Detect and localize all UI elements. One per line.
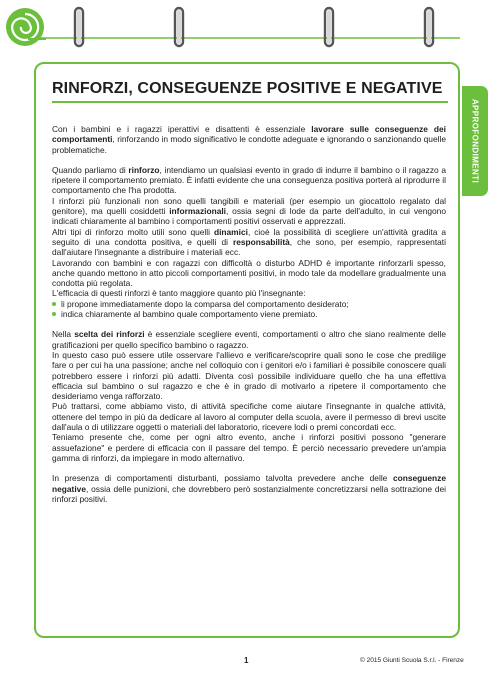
paragraph xyxy=(52,227,446,258)
text-run: , cioè la possibilità di scegliere un'attività gradita a seguito di una condotta positiva, e quelli di xyxy=(52,226,446,247)
list-item-text: indica chiaramente al bambino quale comportamento viene premiato. xyxy=(61,309,318,320)
text-run: Nella xyxy=(52,329,75,340)
emphasis: scelta dei rinforzi xyxy=(74,329,145,340)
paragraph xyxy=(52,165,446,196)
text-run: , intendiamo un qualsiasi evento in grado di indurre il bambino o il ragazzo a ripetere il comportamento premiato. È infatti evidente che una conseguenza positiva porterà al riprodurre il comportamento che l'ha prodotta. xyxy=(52,164,446,196)
text-run: In presenza di comportamenti disturbanti, possiamo talvolta prevedere anche delle xyxy=(52,473,393,484)
text-run: Con i bambini e i ragazzi iperattivi e disattenti è essenziale xyxy=(52,124,312,134)
emphasis: conseguenze negative xyxy=(52,473,446,494)
text-run: , ossia delle punizioni, che dovrebbero però sostanzialmente concretizzarsi nella sottrazione dei rinforzi positivi. xyxy=(52,483,446,504)
page-number: 1 xyxy=(244,656,249,665)
paragraph: Lavorando con bambini e con ragazzi con difficoltà o disturbo ADHD è importante rinforzarli spesso, anche quando mettono in atto piccoli comportamenti positivi, in modo tale da modellare gradualmente una condotta più regolata. xyxy=(52,257,446,289)
title-divider xyxy=(52,101,448,103)
paragraph: In questo caso può essere utile osservare l'allievo e verificare/scoprire quali sono le cose che predilige fare o per cui ha una passione; anche nel colloquio con i genitori e/o i familiari è possibile conoscere quali potrebbero essere i rinforzi più adatti. Diventa così possibile individuare quello che ha una effettiva efficacia sul bambino o sul ragazzo e che è in grado di motivarlo a ripetere il comportamento che desideriamo venga rafforzato. xyxy=(52,349,446,402)
text-run: Altri tipi di rinforzo molto utili sono quelli xyxy=(52,226,214,237)
binder-ring-icon xyxy=(72,6,86,48)
paragraph xyxy=(52,196,446,227)
side-tab-label: APPROFONDIMENTI xyxy=(470,98,480,184)
list-item-text: li propone immediatamente dopo la comparsa del comportamento desiderato; xyxy=(61,298,349,309)
binder-ring-icon xyxy=(422,6,436,48)
emphasis: rinforzo xyxy=(128,164,160,175)
page-title: RINFORZI, CONSEGUENZE POSITIVE E NEGATIVE xyxy=(52,80,443,97)
paragraph xyxy=(52,124,446,155)
emphasis: informazionali xyxy=(169,206,227,217)
text-run: , che sono, per esempio, rappresentati dall'aiutare l'insegnante a distribuire i materiali ecc. xyxy=(52,236,446,258)
text-run: I rinforzi più funzionali non sono quelli tangibili e materiali (per esempio un giocattolo regalato dal genitore), ma quelli cosiddetti xyxy=(52,195,446,217)
bullet-icon xyxy=(52,302,56,306)
binder-ring-icon xyxy=(172,6,186,48)
emphasis: responsabilità xyxy=(232,236,290,247)
emphasis: lavorare sulle conseguenze dei comportamenti xyxy=(52,124,446,145)
text-run: , rinforzando in modo significativo le condotte adeguate e ignorando o sanzionando quelle problematiche. xyxy=(52,134,446,155)
spiral-logo-icon xyxy=(4,6,46,48)
emphasis: dinamici xyxy=(213,226,248,237)
bullet-icon xyxy=(52,312,56,316)
text-run: Quando parliamo di xyxy=(52,164,129,175)
paragraph xyxy=(52,329,446,350)
paragraph: Teniamo presente che, come per ogni altro evento, anche i rinforzi positivi possono "generare assuefazione" e perdere di efficacia con il passare del tempo. È perciò necessario prevedere un'ampia gamma di rinforzi, da impiegare in modo alternativo. xyxy=(52,432,446,463)
top-line xyxy=(40,36,460,40)
bullet-list xyxy=(52,299,446,320)
text-run: , ossia segni di lode da parte dell'adulto, in cui vengono indicati chiaramente al bambino i comportamenti positivi osservati e apprezzati. xyxy=(52,206,446,227)
side-tab xyxy=(462,86,488,196)
paragraph: Può trattarsi, come abbiamo visto, di attività specifiche come aiutare l'insegnante in qualche attività, ottenere del tempo in più da dedicare al lavoro al computer della scuola, avere il permesso di brevi uscite dall'aula o di utilizzare oggetti o materiali del laboratorio, ricevere lodi o premi concordati ecc. xyxy=(52,401,446,433)
copyright-notice: © 2015 Giunti Scuola S.r.l. - Firenze xyxy=(360,657,464,664)
list-item xyxy=(52,299,446,309)
list-item xyxy=(52,309,446,319)
paragraph: L'efficacia di questi rinforzi è tanto maggiore quanto più l'insegnante: xyxy=(52,288,306,299)
binder-ring-icon xyxy=(322,6,336,48)
article-body xyxy=(52,124,446,504)
paragraph xyxy=(52,473,446,504)
text-run: è essenziale scegliere eventi, comportamenti o altro che siano realmente delle gratificazioni per quello specifico bambino o ragazzo. xyxy=(52,329,446,350)
